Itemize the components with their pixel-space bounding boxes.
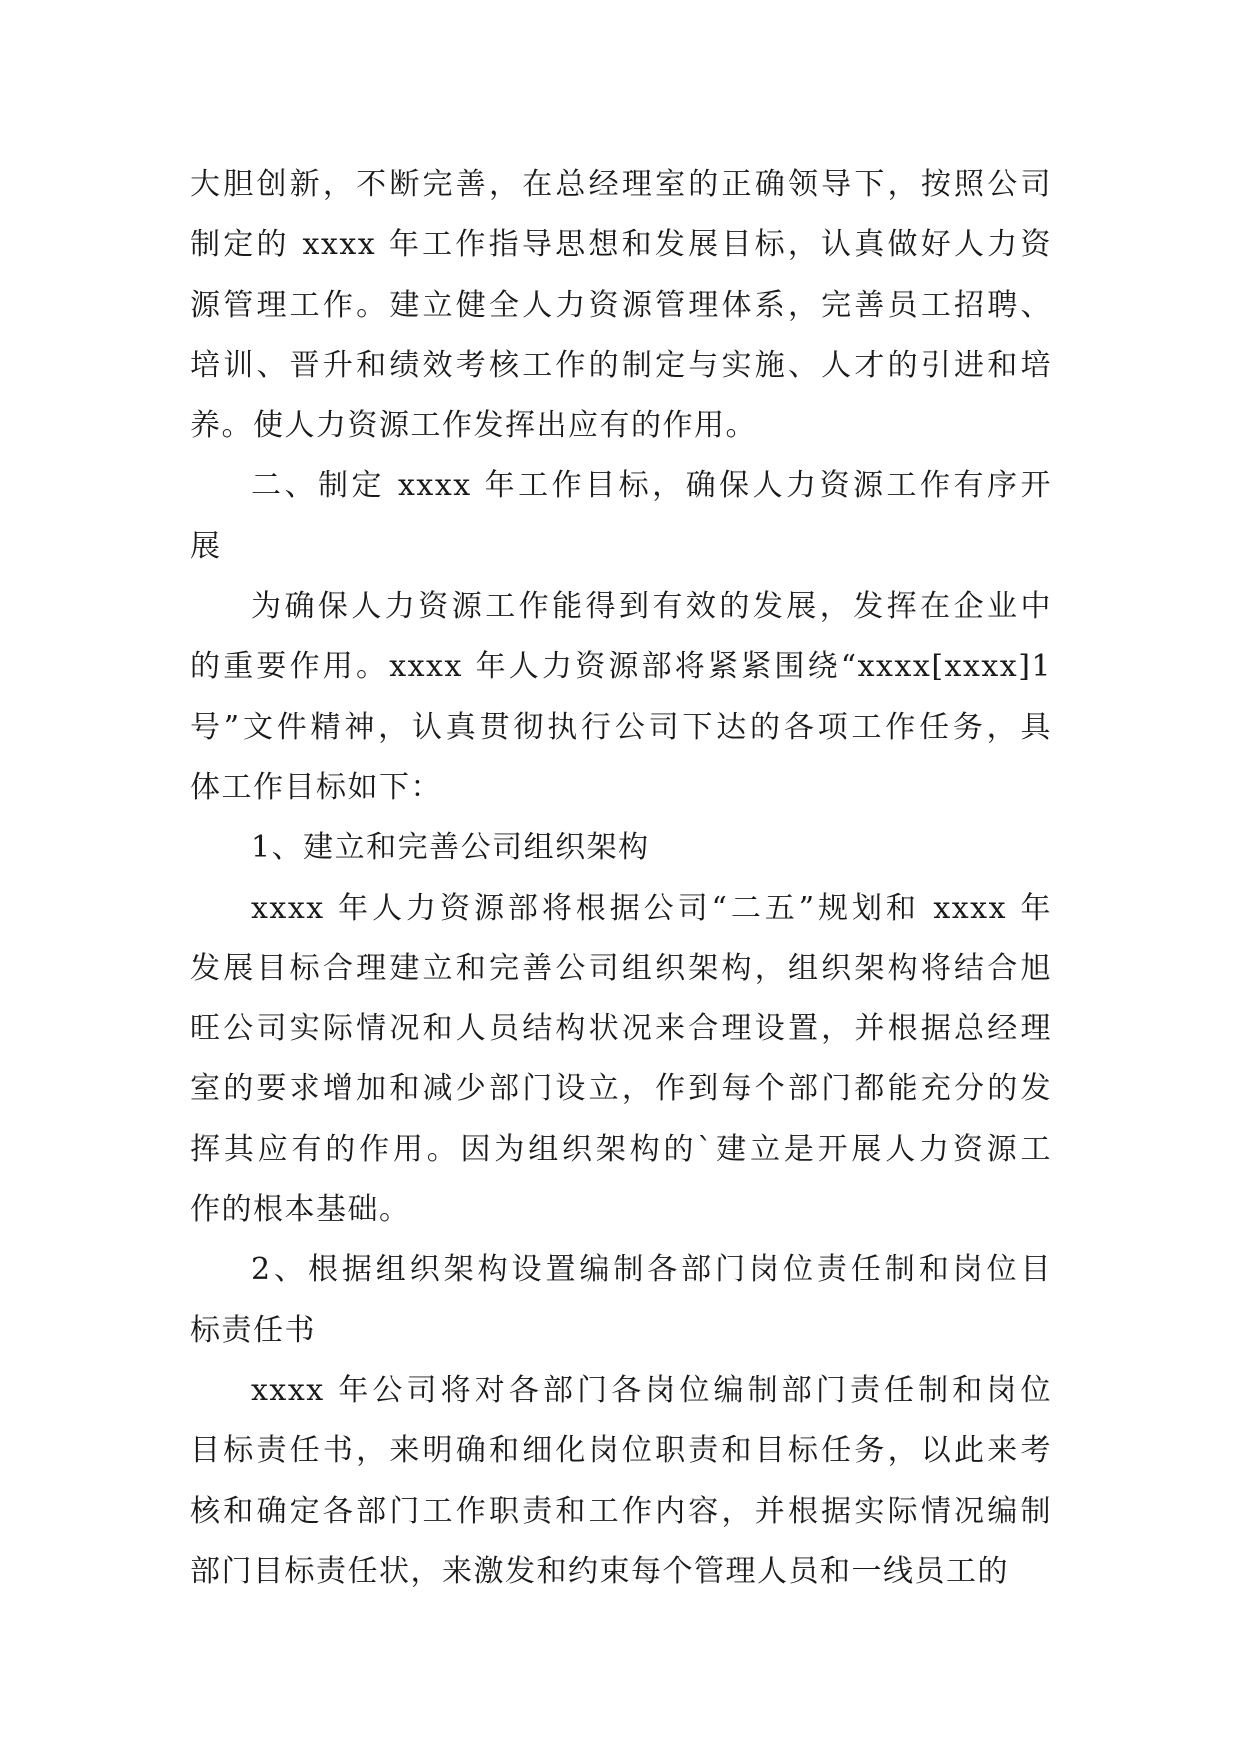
- text-line: 旺公司实际情况和人员结构状况来合理设置，并根据总经理: [190, 1011, 1052, 1047]
- section-heading-line: 二、制定 xxxx 年工作目标，确保人力资源工作有序开: [251, 468, 1052, 504]
- text-line: 发展目标合理建立和完善公司组织架构，组织架构将结合旭: [190, 950, 1052, 986]
- text-line: xxxx 年公司将对各部门各岗位编制部门责任制和岗位: [251, 1372, 1052, 1408]
- text-line: 制定的 xxxx 年工作指导思想和发展目标，认真做好人力资: [190, 227, 1052, 263]
- text-line: xxxx 年人力资源部将根据公司“二五”规划和 xxxx 年: [251, 890, 1052, 926]
- text-line: 部门目标责任状，来激发和约束每个管理人员和一线员工的: [190, 1553, 1009, 1589]
- text-line: 目标责任书，来明确和细化岗位职责和目标任务，以此来考: [190, 1433, 1052, 1469]
- text-line: 大胆创新，不断完善，在总经理室的正确领导下，按照公司: [190, 167, 1052, 202]
- text-line: 挥其应有的作用。因为组织架构的`建立是开展人力资源工: [190, 1131, 1052, 1167]
- subsection-heading-line: 1、建立和完善公司组织架构: [251, 830, 650, 866]
- document-body: [190, 155, 1052, 1602]
- text-line: 为确保人力资源工作能得到有效的发展，发挥在企业中: [251, 589, 1052, 625]
- text-line: 体工作目标如下：: [190, 769, 442, 805]
- text-line: 源管理工作。建立健全人力资源管理体系，完善员工招聘、: [190, 287, 1052, 323]
- subsection-heading-line: 2、根据组织架构设置编制各部门岗位责任制和岗位目: [251, 1252, 1052, 1288]
- text-line: 号”文件精神，认真贯彻执行公司下达的各项工作任务，具: [190, 709, 1052, 745]
- text-line: 作的根本基础。: [190, 1192, 411, 1228]
- section-heading-line: 展: [190, 528, 222, 564]
- subsection-heading-line: 标责任书: [190, 1312, 316, 1348]
- text-line: 核和确定各部门工作职责和工作内容，并根据实际情况编制: [190, 1493, 1052, 1529]
- text-line: 培训、晋升和绩效考核工作的制定与实施、人才的引进和培: [190, 347, 1052, 383]
- text-line: 的重要作用。xxxx 年人力资源部将紧紧围绕“xxxx[xxxx]1: [190, 649, 1052, 685]
- text-line: 养。使人力资源工作发挥出应有的作用。: [190, 408, 757, 444]
- text-line: 室的要求增加和减少部门设立，作到每个部门都能充分的发: [190, 1071, 1052, 1107]
